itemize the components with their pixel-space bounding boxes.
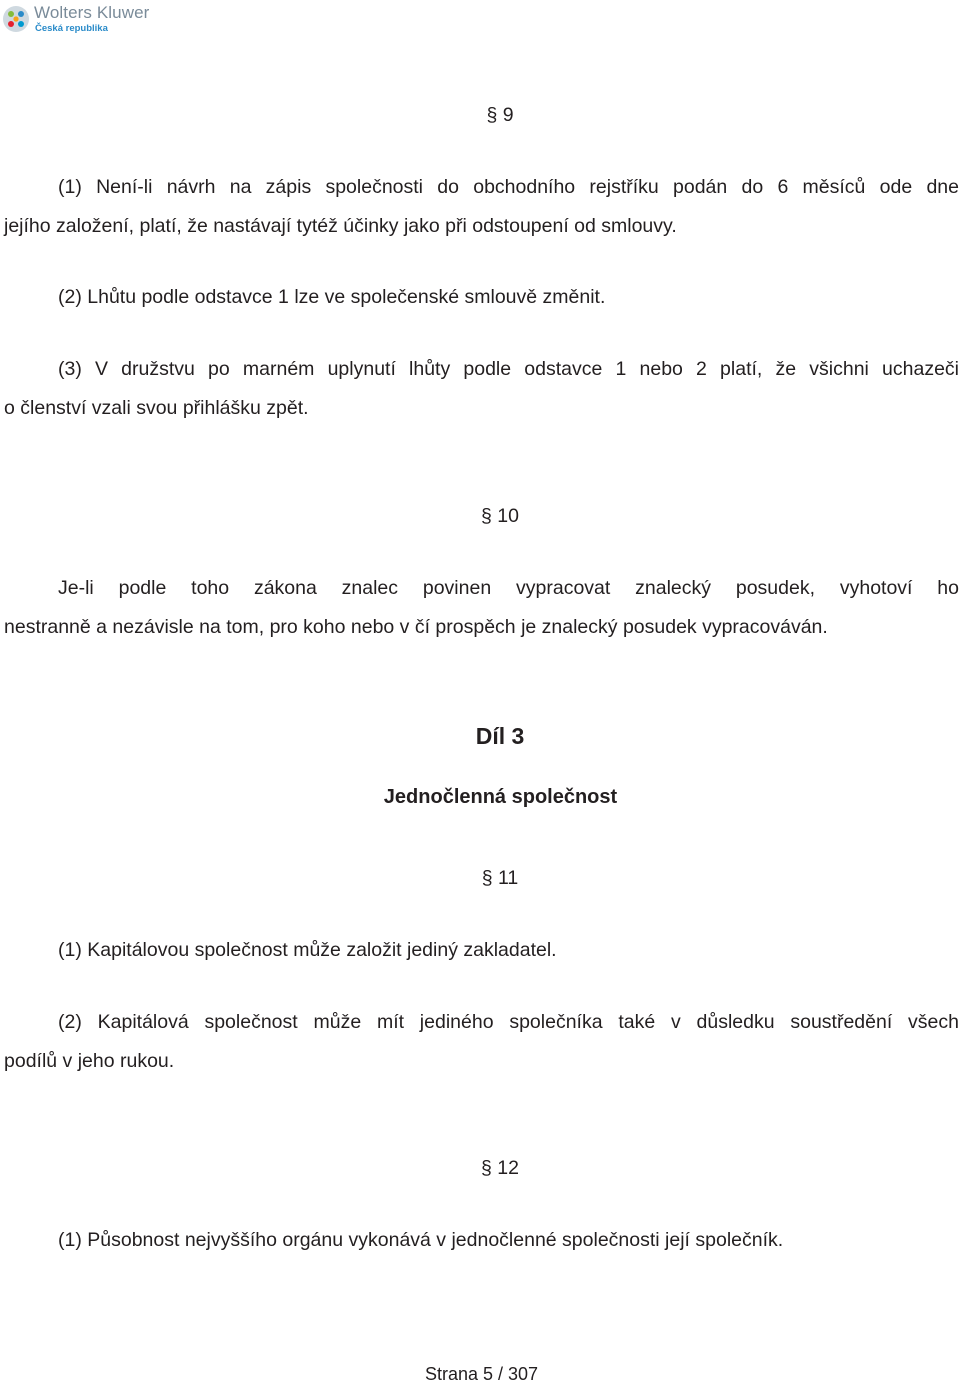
s11-paragraph-2-line-2: podílů v jeho rukou. bbox=[4, 1050, 175, 1072]
s9-paragraph-3-line-1: (3) V družstvu po marném uplynutí lhůty podle odstavce 1 nebo 2 platí, že všichni uchazeči bbox=[58, 358, 959, 380]
section-heading-10: § 10 bbox=[481, 505, 519, 527]
wolters-kluwer-logo-icon bbox=[2, 5, 30, 33]
part-title: Díl 3 bbox=[475, 723, 525, 749]
section-heading-12: § 12 bbox=[481, 1157, 519, 1179]
s9-paragraph-3-line-2: o členství vzali svou přihlášku zpět. bbox=[4, 397, 309, 419]
s10-paragraph-line-1: Je-li podle toho zákona znalec povinen vypracovat znalecký posudek, vyhotoví ho bbox=[58, 577, 959, 599]
s11-paragraph-1: (1) Kapitálovou společnost může založit jediný zakladatel. bbox=[58, 939, 557, 961]
s12-paragraph-1: (1) Působnost nejvyššího orgánu vykonává v jednočlenné společnosti její společník. bbox=[58, 1229, 784, 1251]
s9-paragraph-1-line-1: (1) Není-li návrh na zápis společnosti do obchodního rejstříku podán do 6 měsíců ode dne bbox=[58, 176, 959, 198]
logo-subtitle: Česká republika bbox=[35, 23, 108, 35]
s9-paragraph-2: (2) Lhůtu podle odstavce 1 lze ve společenské smlouvě změnit. bbox=[58, 286, 606, 308]
publisher-logo bbox=[2, 2, 149, 36]
section-heading-11: § 11 bbox=[481, 867, 519, 889]
logo-name: Wolters Kluwer bbox=[34, 3, 150, 23]
s9-paragraph-1-line-2: jejího založení, platí, že nastávají tytéž účinky jako při odstoupení od smlouvy. bbox=[4, 215, 677, 237]
section-heading-9: § 9 bbox=[486, 104, 514, 126]
s10-paragraph-line-2: nestranně a nezávisle na tom, pro koho nebo v čí prospěch je znalecký posudek vypracováván. bbox=[4, 616, 828, 638]
page-number: Strana 5 / 307 bbox=[424, 1364, 539, 1384]
s11-paragraph-2-line-1: (2) Kapitálová společnost může mít jediného společníka také v důsledku soustředění všech bbox=[58, 1011, 959, 1033]
part-subtitle: Jednočlenná společnost bbox=[383, 786, 618, 808]
